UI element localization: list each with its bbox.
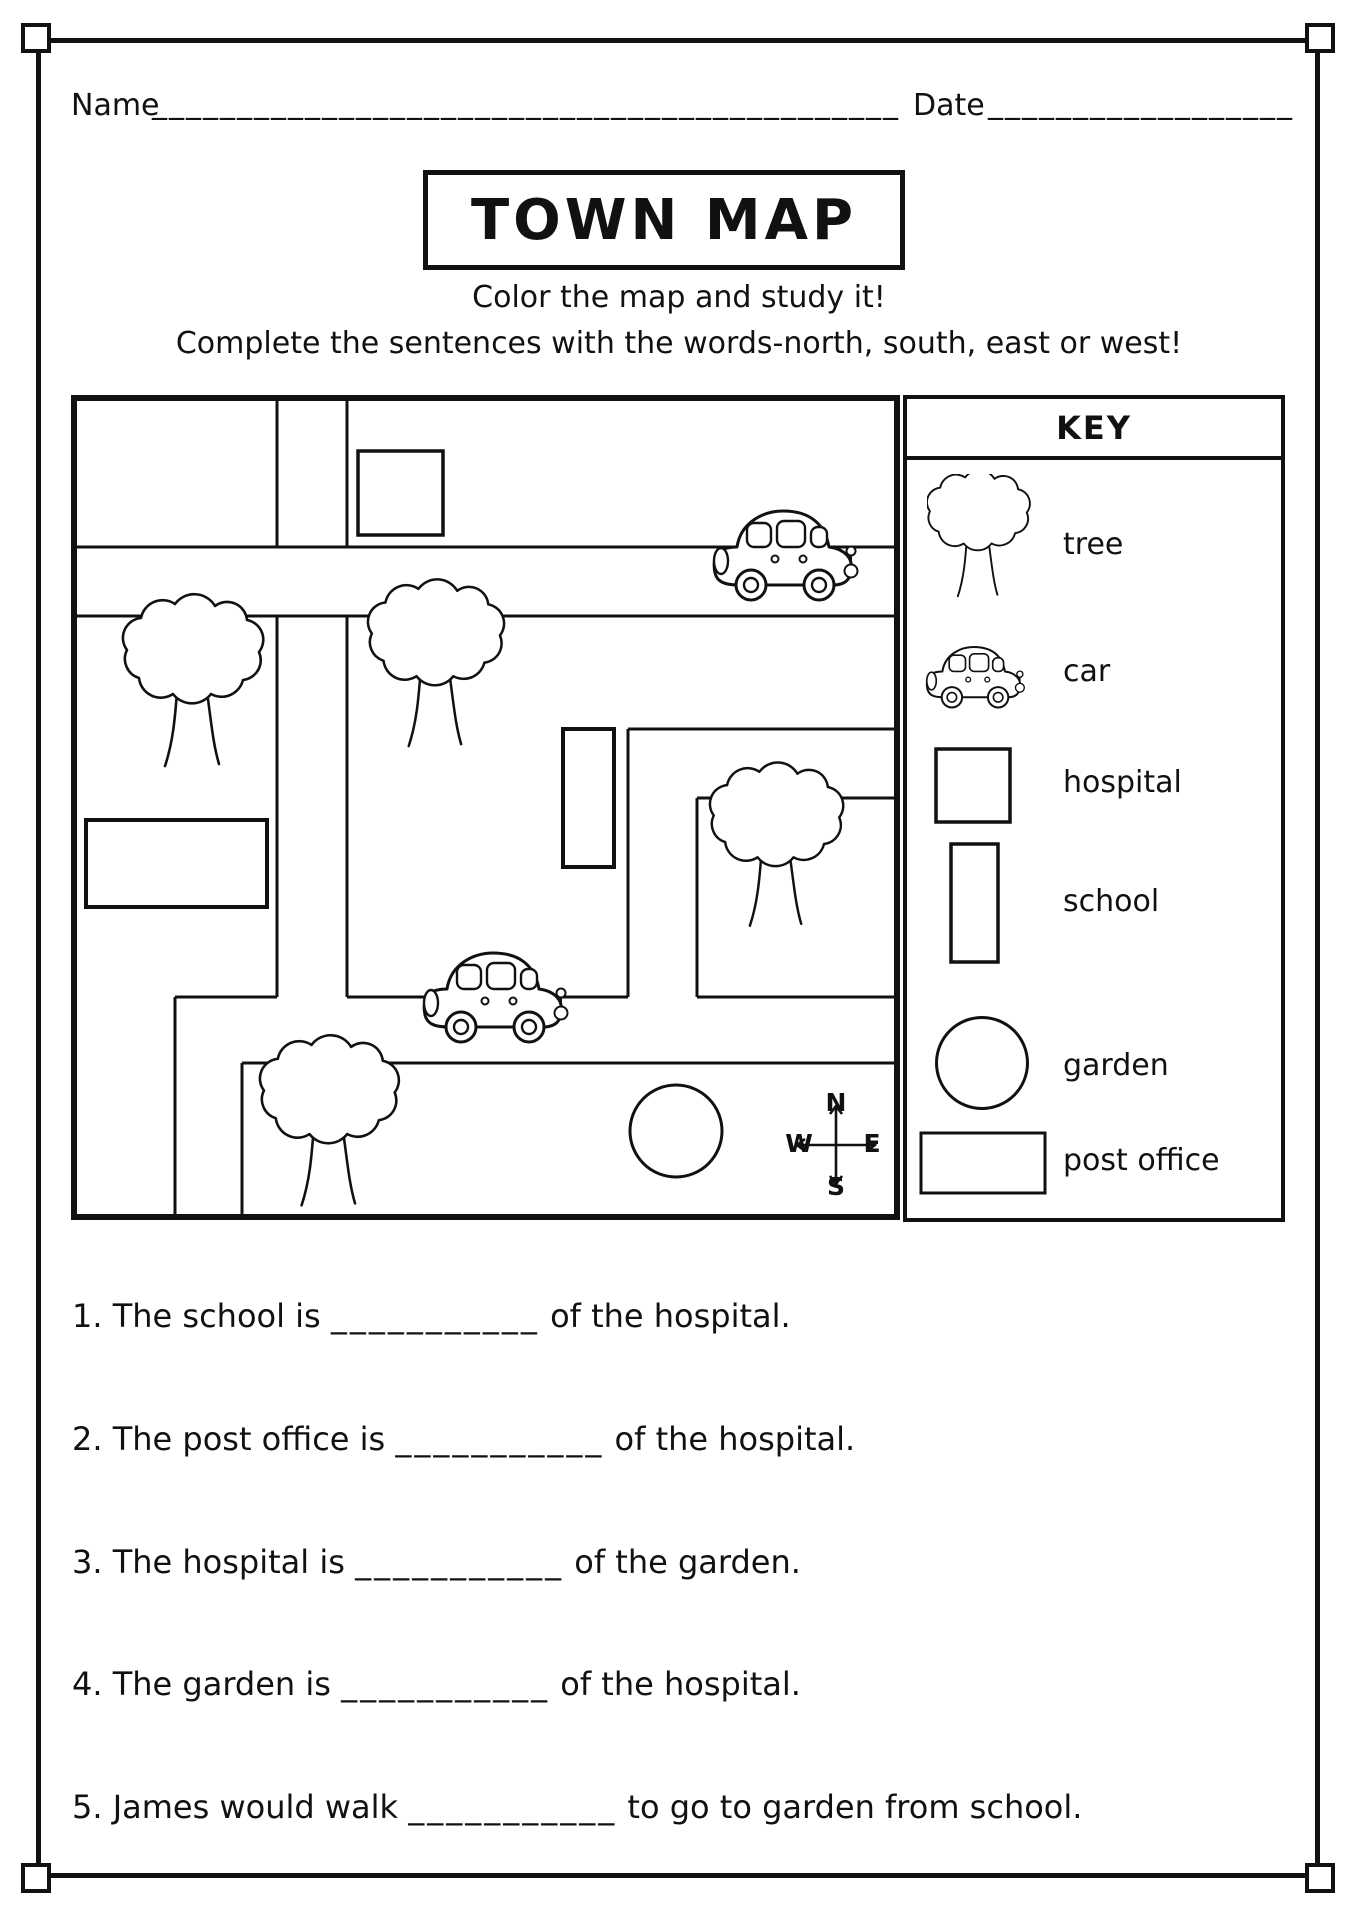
question-5 [72, 1788, 1082, 1826]
compass-west-label: W [785, 1129, 813, 1158]
name-line[interactable]: ____________________________________________ [152, 86, 900, 121]
answer-blank[interactable]: ___________ [330, 1297, 540, 1335]
date-label: Date [913, 88, 985, 123]
map-hospital [358, 451, 443, 535]
instruction-line-1: Color the map and study it! [472, 280, 886, 315]
question-text: of the hospital. [550, 1297, 791, 1335]
question-2 [72, 1420, 855, 1458]
answer-blank[interactable]: ___________ [408, 1788, 618, 1826]
question-text: of the hospital. [560, 1665, 801, 1703]
answer-blank[interactable]: ___________ [355, 1543, 565, 1581]
key-title: KEY [907, 399, 1281, 460]
tree-icon [927, 474, 1049, 620]
question-text: The school is [112, 1297, 321, 1335]
question-number: 4. [72, 1665, 103, 1703]
key-label-car: car [1063, 654, 1111, 689]
date-line[interactable]: __________________ [988, 86, 1294, 121]
map-key-panel [903, 395, 1285, 1222]
key-label-post-office: post office [1063, 1143, 1220, 1178]
corner-square-bottom-left [21, 1863, 51, 1893]
car-icon [922, 636, 1048, 730]
hospital-icon [933, 746, 1013, 826]
question-number: 2. [72, 1420, 103, 1458]
question-3 [72, 1543, 801, 1581]
town-map [71, 395, 900, 1220]
map-school [563, 729, 614, 867]
question-number: 1. [72, 1297, 103, 1335]
key-label-hospital: hospital [1063, 765, 1182, 800]
answer-blank[interactable]: ___________ [341, 1665, 551, 1703]
corner-square-top-left [21, 23, 51, 53]
question-text: The hospital is [112, 1543, 345, 1581]
question-text: of the garden. [574, 1543, 801, 1581]
key-label-tree: tree [1063, 527, 1124, 562]
school-icon [948, 841, 1002, 966]
question-text: The post office is [112, 1420, 386, 1458]
instruction-line-2: Complete the sentences with the words-north, south, east or west! [175, 326, 1183, 361]
question-number: 5. [72, 1788, 103, 1826]
compass-south-label: S [826, 1172, 846, 1201]
post-office-icon [918, 1130, 1048, 1196]
key-label-garden: garden [1063, 1048, 1169, 1083]
title-box [423, 170, 905, 270]
corner-square-top-right [1305, 23, 1335, 53]
question-text: The garden is [112, 1665, 331, 1703]
question-number: 3. [72, 1543, 103, 1581]
map-garden [630, 1085, 722, 1177]
page-title: TOWN MAP [470, 187, 858, 253]
answer-blank[interactable]: ___________ [395, 1420, 605, 1458]
question-text: James would walk [112, 1788, 399, 1826]
question-text: to go to garden from school. [627, 1788, 1083, 1826]
compass-east-label: E [863, 1129, 881, 1158]
question-text: of the hospital. [614, 1420, 856, 1458]
map-post-office [86, 820, 267, 907]
question-1 [72, 1297, 791, 1335]
garden-icon [933, 1014, 1031, 1112]
name-label: Name [71, 88, 160, 123]
compass-north-label: N [825, 1088, 847, 1117]
corner-square-bottom-right [1305, 1863, 1335, 1893]
question-4 [72, 1665, 801, 1703]
key-label-school: school [1063, 884, 1160, 919]
